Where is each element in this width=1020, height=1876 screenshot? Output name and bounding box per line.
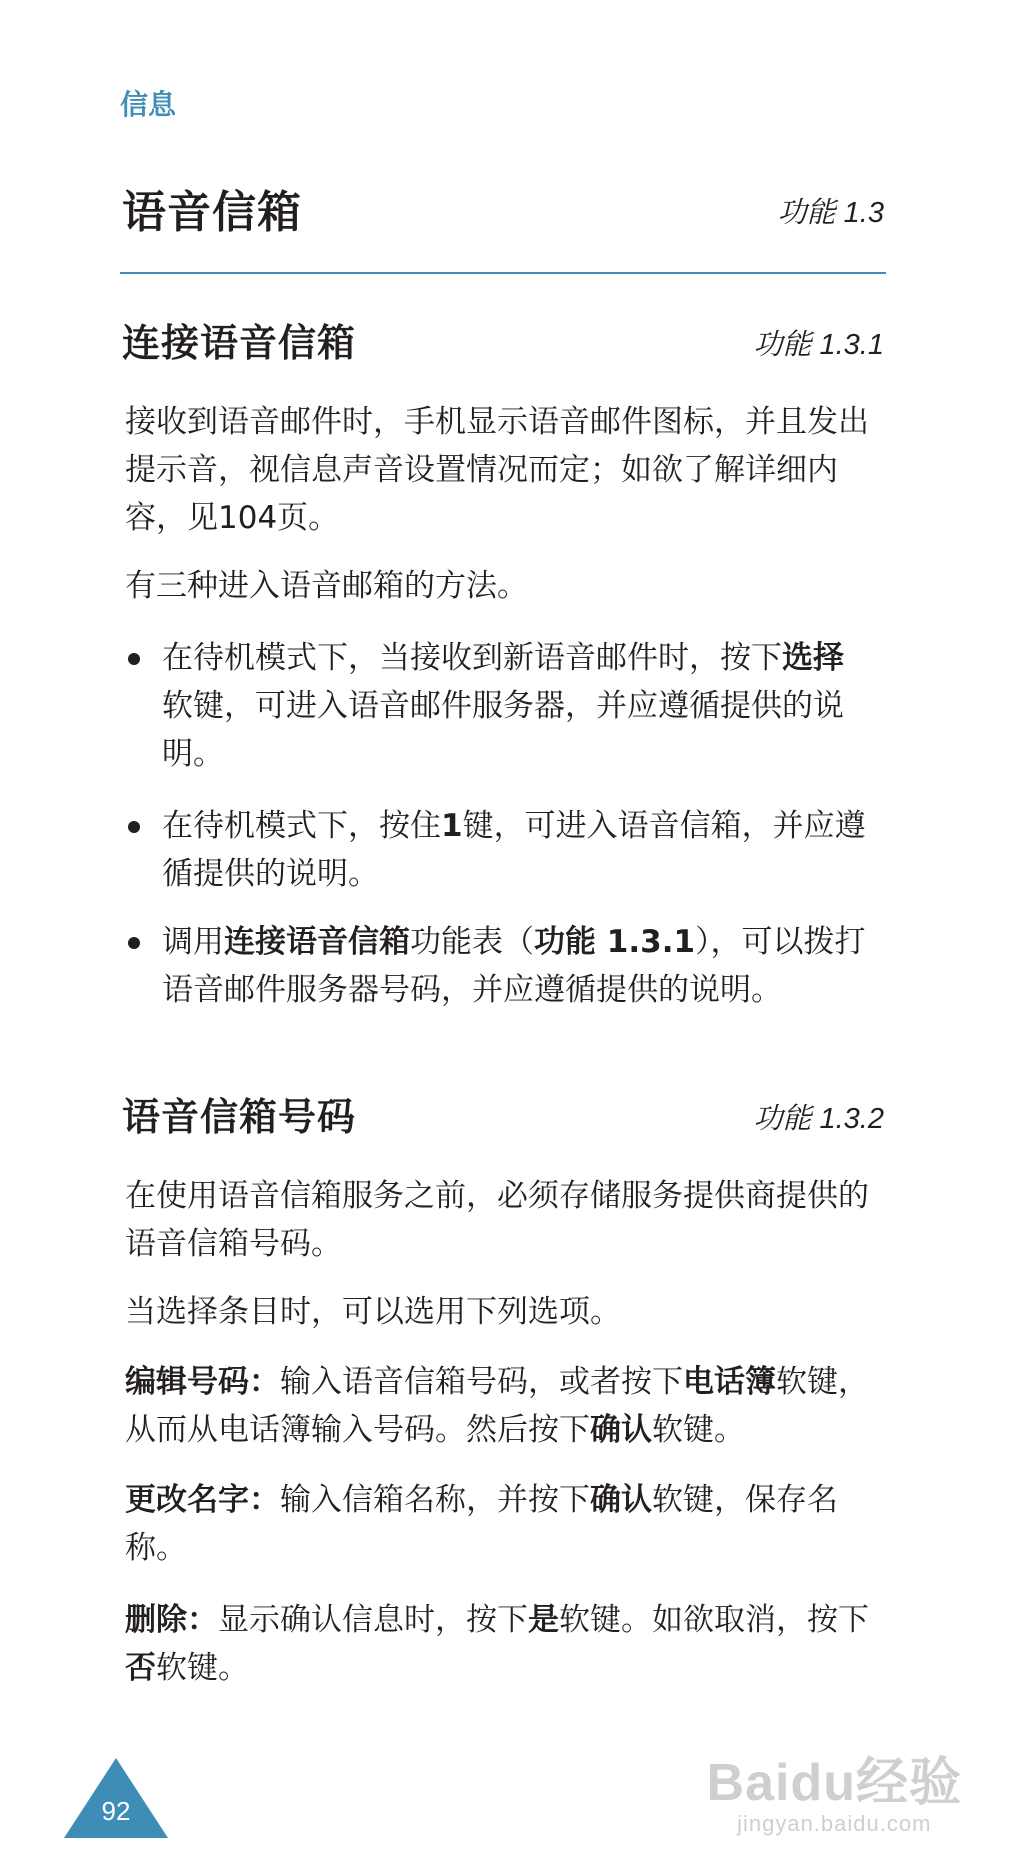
connect-title: 连接语音信箱 — [122, 321, 357, 365]
bullet-icon — [128, 937, 140, 949]
number-title: 语音信箱号码 — [122, 1095, 357, 1139]
bullet-icon — [128, 821, 140, 833]
number-heading-row — [122, 1086, 884, 1139]
bullet-icon — [128, 653, 140, 665]
list-item-text: 在待机模式下，按住1键，可进入语音信箱，并应遵循提供的说明。 — [162, 808, 866, 892]
voicemail-function-ref: 功能 1.3 — [777, 197, 884, 229]
list-item-text: 调用连接语音信箱功能表（功能 1.3.1），可以拨打语音邮件服务器号码，并应遵循提供的说明。 — [162, 924, 866, 1008]
voicemail-heading-row — [122, 176, 884, 236]
number-intro: 在使用语音信箱服务之前，必须存储服务提供商提供的语音信箱号码。 — [125, 1178, 869, 1262]
methods-intro: 有三种进入语音邮箱的方法。 — [125, 568, 528, 604]
page-number: 92 — [101, 1796, 131, 1826]
watermark-logo: Baidu经验 — [706, 1754, 962, 1812]
option-edit-number: 编辑号码：输入语音信箱号码，或者按下电话簿软键，从而从电话簿输入号码。然后按下确认软键。 — [125, 1364, 869, 1448]
title-divider — [120, 272, 886, 274]
section-label: 信息 — [120, 88, 177, 121]
list-item-text: 在待机模式下，当接收到新语音邮件时，按下选择软键，可进入语音邮件服务器，并应遵循提供的说明。 — [162, 640, 844, 772]
connect-heading-row — [122, 312, 884, 365]
options-intro: 当选择条目时，可以选用下列选项。 — [125, 1294, 621, 1330]
number-function-ref: 功能 1.3.2 — [753, 1103, 884, 1135]
list-item — [128, 802, 868, 898]
voicemail-title: 语音信箱 — [122, 187, 302, 238]
list-item — [128, 634, 868, 778]
watermark — [707, 1740, 962, 1837]
option-change-name: 更改名字：输入信箱名称，并按下确认软键，保存名称。 — [125, 1482, 838, 1566]
connect-function-ref: 功能 1.3.1 — [753, 329, 884, 361]
list-item — [128, 918, 868, 1014]
connect-intro: 接收到语音邮件时，手机显示语音邮件图标，并且发出提示音，视信息声音设置情况而定；如欲了解详细内容，见104页。 — [125, 404, 869, 536]
option-delete: 删除：显示确认信息时，按下是软键。如欲取消，按下否软键。 — [125, 1602, 869, 1686]
watermark-url: jingyan.baidu.com — [737, 1811, 932, 1836]
